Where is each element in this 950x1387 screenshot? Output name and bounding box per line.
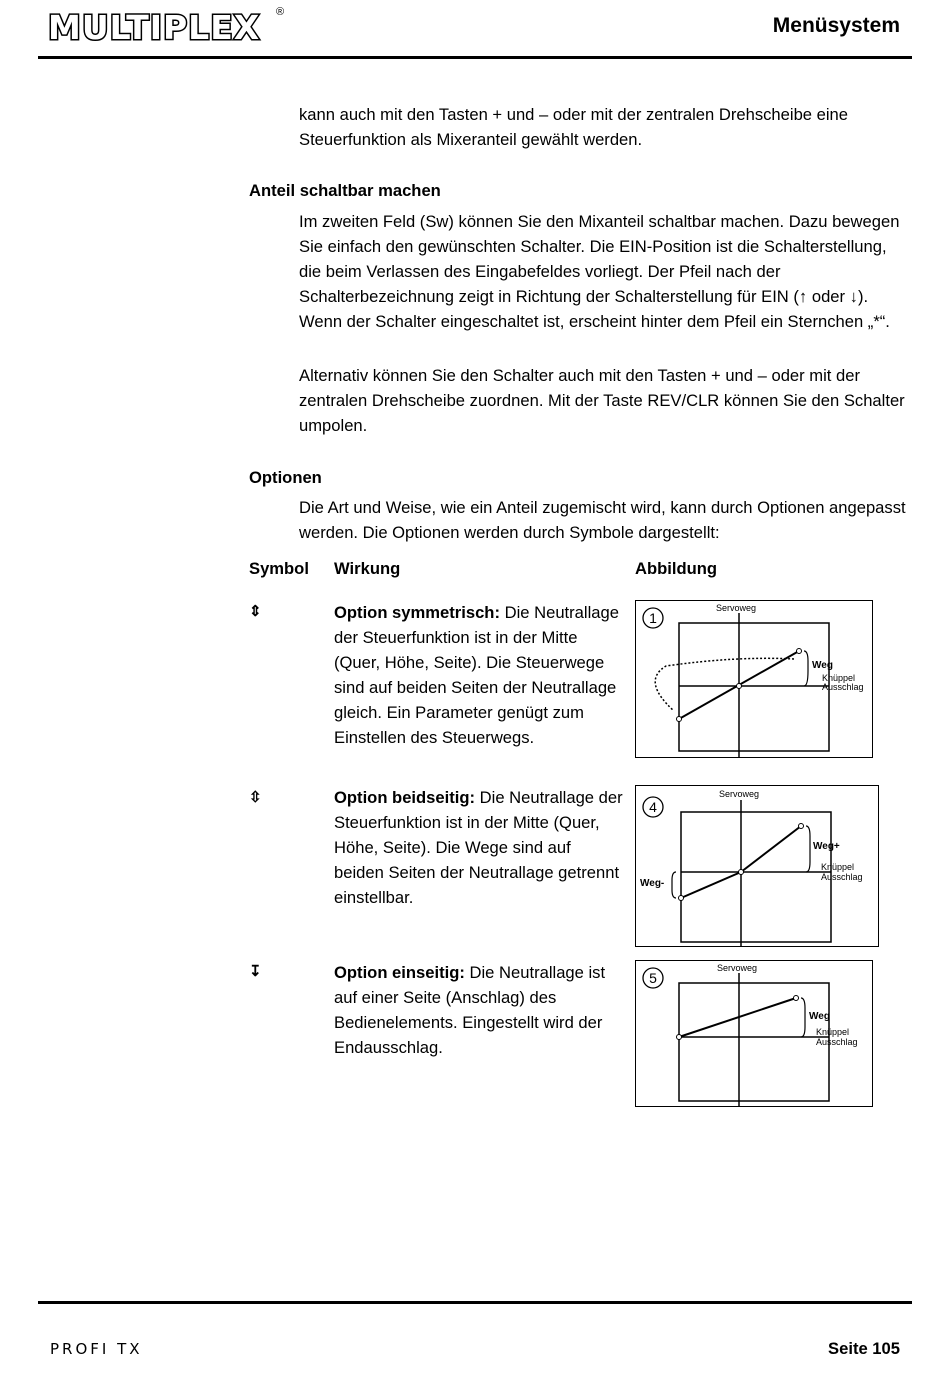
option-bilateral-title: Option beidseitig: [334, 788, 476, 807]
figure-curve [679, 998, 796, 1037]
option-symmetric-description [334, 600, 624, 750]
figure-weg-plus-label: Weg+ [813, 841, 840, 852]
figure-weg-label: Weg [809, 1011, 830, 1022]
header-rule [38, 56, 912, 59]
figure-point [737, 684, 742, 689]
figure-ausschlag-label: Ausschlag [816, 1037, 858, 1047]
multiplex-logo: MULTIPLEX [48, 8, 261, 47]
switchable-paragraph-2: Alternativ können Sie den Schalter auch mit den Tasten + und – oder mit der zentralen Drehscheibe zuordnen. Mit der Taste REV/CLR können Sie den Schalter umpolen. [299, 366, 905, 435]
registered-mark: ® [276, 6, 285, 18]
intro-paragraph: kann auch mit den Tasten + und – oder mit der zentralen Drehscheibe eine Steuerfunktion als Mixeranteil gewählt werden. [299, 105, 849, 149]
figure-servoweg-label: Servoweg [717, 963, 758, 973]
symbol-symmetric-icon: ⇕ [249, 603, 262, 620]
figure-point [677, 1035, 682, 1040]
figure-symmetric [635, 600, 873, 758]
option-unilateral-description [334, 960, 624, 1060]
figure-point [797, 649, 802, 654]
option-symmetric-title: Option symmetrisch: [334, 603, 500, 622]
page-number: Seite 105 [828, 1339, 900, 1358]
figure-bracket-down [672, 872, 676, 898]
option-bilateral-text: Die Neutrallage der Steuerfunktion ist in der Mitte (Quer, Höhe, Seite). Die Wege sind auf beiden Seiten der Neutrallage getrennt einstellbar. [334, 788, 623, 907]
figure-weg-label: Weg [812, 660, 833, 671]
figure-bracket [801, 998, 805, 1037]
figure-point [739, 870, 744, 875]
figure-curve-right [741, 826, 801, 872]
footer-rule [38, 1301, 912, 1304]
heading-switchable: Anteil schaltbar machen [249, 181, 441, 200]
figure-frame [679, 623, 829, 751]
figure-knuppel-label: Knüppel [822, 673, 856, 683]
symbol-unilateral-icon: ↧ [249, 963, 262, 980]
option-bilateral-description [334, 785, 624, 910]
figure-point [679, 896, 684, 901]
figure-knuppel-label: Knüppel [821, 862, 855, 872]
figure-ausschlag-label: Ausschlag [821, 872, 863, 882]
footer-brand: PROFI TX [50, 1340, 143, 1358]
figure-number: 4 [649, 799, 657, 815]
figure-knuppel-label: Knüppel [816, 1027, 850, 1037]
heading-options: Optionen [249, 468, 322, 487]
figure-bracket-up [806, 826, 810, 872]
section-title: Menüsystem [772, 14, 900, 37]
column-header-figure: Abbildung [635, 559, 718, 578]
switchable-paragraph-1: Im zweiten Feld (Sw) können Sie den Mixanteil schaltbar machen. Dazu bewegen Sie einfach den gewünschten Schalter. Die EIN-Position ist die Schalterstellung, die beim Verlassen des Eingabefeldes vorliegt. Der Pfeil nach der Schalterbezeichnung zeigt in Richtung der Schalterstellung für EIN (↑ oder ↓). Wenn der Schalter eingeschaltet ist, erscheint hinter dem Pfeil ein Sternchen „*“. [299, 212, 900, 331]
figure-servoweg-label: Servoweg [719, 789, 760, 799]
figure-number: 1 [649, 610, 657, 626]
symbol-bilateral-icon: ⇳ [249, 789, 262, 806]
figure-weg-minus-label: Weg- [640, 878, 665, 889]
option-symmetric-text: Die Neutrallage der Steuerfunktion ist in der Mitte (Quer, Höhe, Seite). Die Steuerwege sind auf beiden Seiten der Neutrallage gleich. Ein Parameter genügt zum Einstellen des Steuerwegs. [334, 603, 619, 747]
figure-servoweg-label: Servoweg [716, 603, 757, 613]
options-paragraph: Die Art und Weise, wie ein Anteil zugemischt wird, kann durch Optionen angepasst werden. Die Optionen werden durch Symbole dargestellt: [299, 498, 906, 542]
figure-bracket [804, 651, 808, 686]
figure-curve-left [681, 872, 741, 898]
column-header-effect: Wirkung [334, 559, 401, 578]
option-unilateral-title: Option einseitig: [334, 963, 465, 982]
figure-number: 5 [649, 970, 657, 986]
figure-point [799, 824, 804, 829]
figure-point [794, 996, 799, 1001]
figure-bilateral [635, 785, 879, 947]
figure-frame [681, 812, 831, 942]
option-unilateral-text: Die Neutrallage ist auf einer Seite (Anschlag) des Bedienelements. Eingestellt wird der Endausschlag. [334, 963, 606, 1057]
figure-unilateral [635, 960, 873, 1107]
column-header-symbol: Symbol [249, 559, 309, 578]
figure-point [677, 717, 682, 722]
figure-frame [679, 983, 829, 1101]
figure-ausschlag-label: Ausschlag [822, 682, 864, 692]
